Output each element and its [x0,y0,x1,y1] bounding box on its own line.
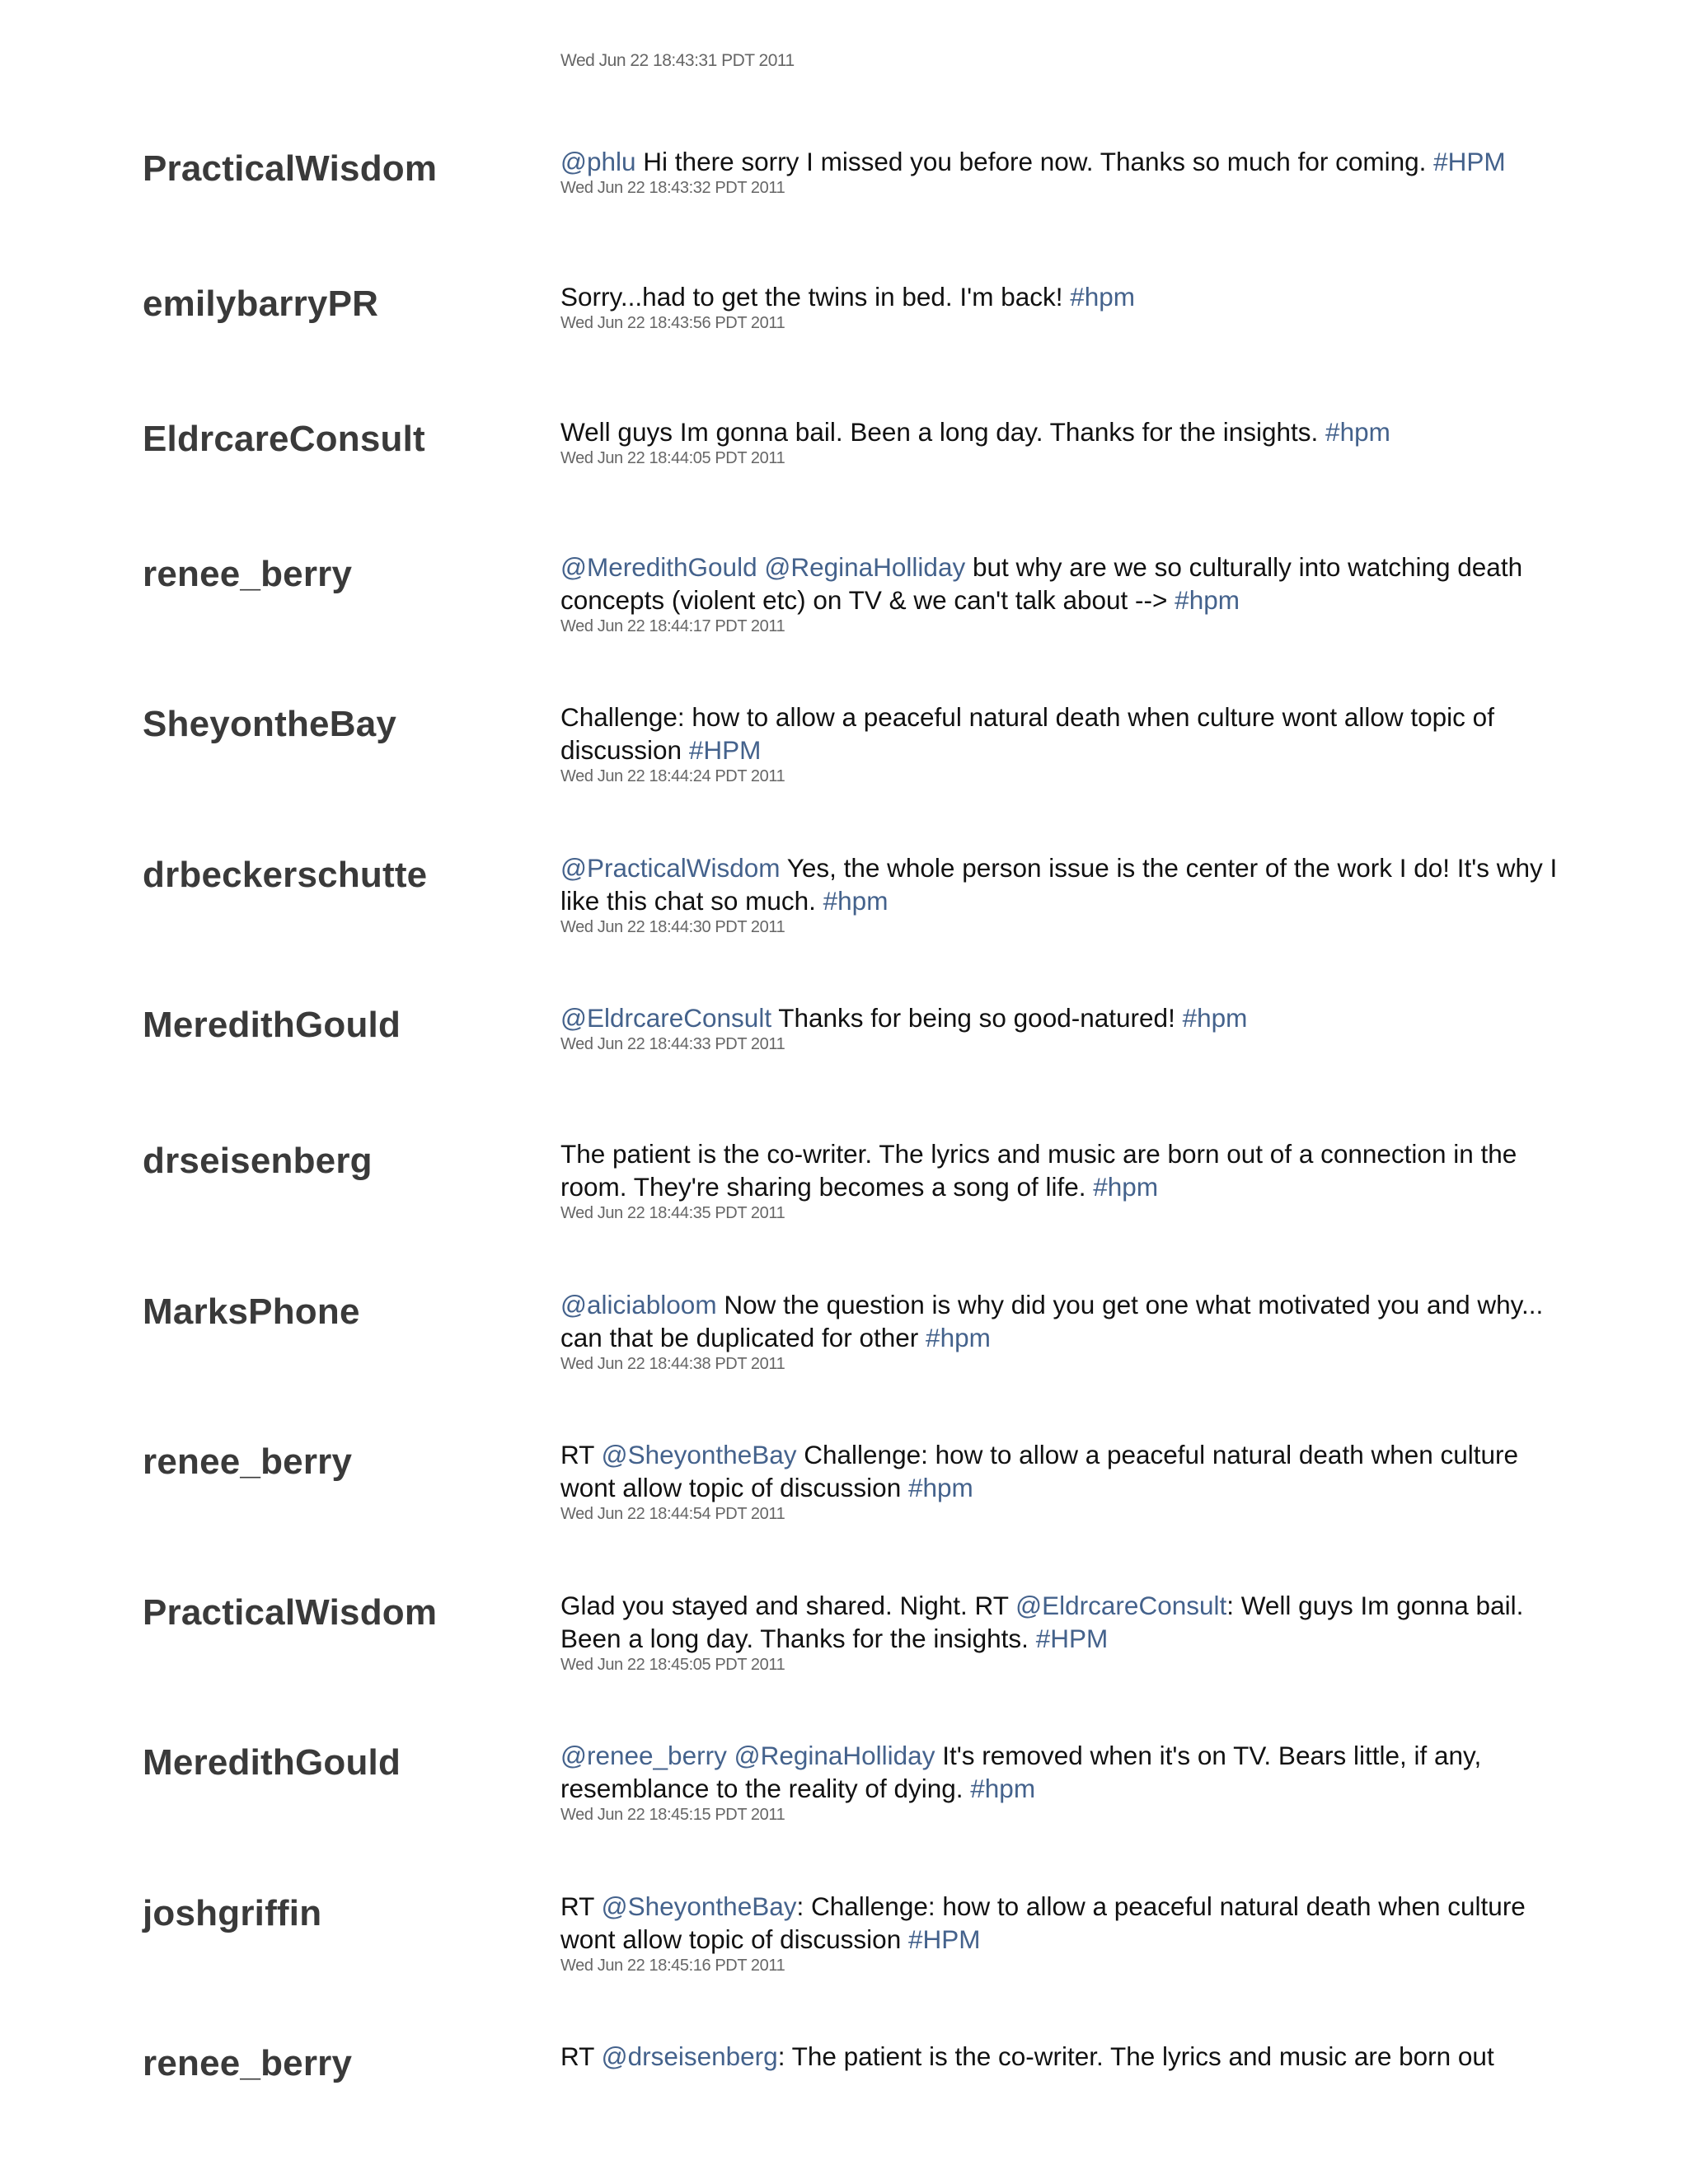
tweet-text-segment: : Challenge: how to allow a peaceful natural death when culture wont allow topic of discussion [560,1891,1526,1954]
tweet-content [560,280,1566,333]
tweet-text [560,1739,1566,1805]
tweet-content [560,1288,1566,1374]
tweet-text [560,1438,1566,1504]
mention-link[interactable]: @aliciabloom [560,1290,717,1319]
tweet-text-segment: It's removed when it's on TV. Bears little, if any, resemblance to the reality of dying. [560,1741,1482,1803]
tweet-timestamp: Wed Jun 22 18:43:32 PDT 2011 [560,179,785,197]
mention-link[interactable]: @ReginaHolliday [764,552,966,582]
hashtag-link[interactable]: #hpm [970,1774,1036,1803]
tweet-timestamp: Wed Jun 22 18:45:05 PDT 2011 [560,1656,785,1674]
tweet-text-segment [727,1741,734,1770]
tweet-content [560,1137,1566,1223]
tweet-text-segment: Yes, the whole person issue is the center of the work I do! It's why I like this chat so much. [560,853,1558,916]
tweet-content [560,415,1566,468]
mention-link[interactable]: @SheyontheBay [601,1440,797,1469]
tweet-text-segment: The patient is the co-writer. The lyrics and music are born out of a connection in the room. They're sharing becomes a song of life. [560,1139,1517,1202]
hashtag-link[interactable]: #HPM [1433,147,1506,176]
cut-off-timestamp [560,51,808,81]
tweet-text-segment: RT [560,1891,602,1921]
tweet-text-segment: Glad you stayed and shared. Night. RT [560,1591,1016,1620]
hashtag-link[interactable]: #hpm [1093,1172,1159,1202]
tweet-timestamp: Wed Jun 22 18:44:38 PDT 2011 [560,1355,785,1373]
tweet-username[interactable]: renee_berry [143,2043,353,2083]
hashtag-link[interactable]: #hpm [1070,282,1136,312]
tweet-text [560,551,1566,616]
tweet-content [560,551,1566,636]
tweet-text-segment: RT [560,1440,602,1469]
tweet-text [560,145,1566,178]
tweet-content [560,1001,1566,1054]
tweet-content [560,701,1566,786]
tweet-timestamp: Wed Jun 22 18:43:56 PDT 2011 [560,314,785,332]
mention-link[interactable]: @ReginaHolliday [734,1741,935,1770]
tweet-username[interactable]: EldrcareConsult [143,419,425,459]
tweet-timestamp: Wed Jun 22 18:44:33 PDT 2011 [560,1035,785,1053]
mention-link[interactable]: @PracticalWisdom [560,853,781,883]
hashtag-link[interactable]: #HPM [688,735,762,765]
tweet-content [560,1739,1566,1825]
tweet-content [560,851,1566,937]
mention-link[interactable]: @SheyontheBay [601,1891,797,1921]
mention-link[interactable]: @MeredithGould [560,552,757,582]
tweet-content [560,1890,1566,1975]
tweet-text [560,1288,1566,1354]
top-timestamp-text: Wed Jun 22 18:43:31 PDT 2011 [560,51,795,70]
tweet-text-segment: Hi there sorry I missed you before now. Thanks so much for coming. [635,147,1434,176]
tweet-text [560,415,1566,448]
hashtag-link[interactable]: #hpm [1175,585,1240,615]
tweet-text [560,280,1566,313]
tweet-timestamp: Wed Jun 22 18:44:17 PDT 2011 [560,617,785,635]
tweet-username[interactable]: drbeckerschutte [143,855,428,895]
tweet-text [560,1589,1566,1655]
tweet-timestamp: Wed Jun 22 18:44:24 PDT 2011 [560,767,785,785]
tweet-username[interactable]: PracticalWisdom [143,1592,438,1633]
tweet-timestamp: Wed Jun 22 18:44:05 PDT 2011 [560,449,785,467]
tweet-text [560,1001,1566,1034]
tweet-username[interactable]: MeredithGould [143,1742,401,1783]
tweet-username[interactable]: MarksPhone [143,1291,360,1332]
tweet-text [560,701,1566,766]
tweet-username[interactable]: drseisenberg [143,1141,373,1181]
hashtag-link[interactable]: #hpm [1325,417,1390,447]
tweet-username[interactable]: PracticalWisdom [143,148,438,189]
hashtag-link[interactable]: #hpm [907,1473,973,1502]
tweet-timestamp: Wed Jun 22 18:44:30 PDT 2011 [560,918,785,936]
tweet-username[interactable]: renee_berry [143,1441,353,1482]
tweet-content [560,145,1566,198]
tweet-text-segment: but why are we so culturally into watching death concepts (violent etc) on TV & we can't talk about --> [560,552,1523,615]
mention-link[interactable]: @EldrcareConsult [560,1003,772,1033]
hashtag-link[interactable]: #hpm [823,886,889,916]
hashtag-link[interactable]: #HPM [907,1924,981,1954]
tweet-text-segment: Sorry...had to get the twins in bed. I'm back! [560,282,1071,312]
tweet-content [560,1438,1566,1524]
tweet-text-segment: Thanks for being so good-natured! [771,1003,1183,1033]
mention-link[interactable]: @phlu [560,147,636,176]
tweet-text-segment: : The patient is the co-writer. The lyrics and music are born out [777,2041,1494,2071]
tweet-username[interactable]: MeredithGould [143,1005,401,1045]
tweet-username[interactable]: joshgriffin [143,1893,322,1933]
hashtag-link[interactable]: #hpm [926,1323,991,1352]
tweet-content [560,1589,1566,1675]
tweet-text [560,2040,1566,2073]
tweet-text [560,851,1566,917]
tweet-text-segment: Well guys Im gonna bail. Been a long day. Thanks for the insights. [560,417,1326,447]
mention-link[interactable]: @drseisenberg [601,2041,778,2071]
tweet-username[interactable]: renee_berry [143,554,353,594]
tweet-text-segment: Now the question is why did you get one what motivated you and why... can that be duplicated for other [560,1290,1544,1352]
tweet-timestamp: Wed Jun 22 18:44:54 PDT 2011 [560,1505,785,1523]
tweet-text-segment: RT [560,2041,602,2071]
tweet-timestamp: Wed Jun 22 18:45:16 PDT 2011 [560,1957,785,1975]
tweet-timestamp: Wed Jun 22 18:44:35 PDT 2011 [560,1204,785,1222]
tweet-text-segment: Challenge: how to allow a peaceful natural death when culture wont allow topic of discussion [560,702,1494,765]
tweet-text-segment: : Well guys Im gonna bail. Been a long day. Thanks for the insights. [560,1591,1524,1653]
hashtag-link[interactable]: #hpm [1182,1003,1248,1033]
tweet-username[interactable]: emilybarryPR [143,284,379,324]
tweet-username[interactable]: SheyontheBay [143,704,397,744]
hashtag-link[interactable]: #HPM [1035,1624,1109,1653]
tweet-content [560,2040,1566,2073]
tweet-timestamp: Wed Jun 22 18:45:15 PDT 2011 [560,1806,785,1824]
mention-link[interactable]: @EldrcareConsult [1015,1591,1227,1620]
mention-link[interactable]: @renee_berry [560,1741,727,1770]
tweet-text-segment: Challenge: how to allow a peaceful natural death when culture wont allow topic of discussion [560,1440,1519,1502]
tweet-text [560,1890,1566,1956]
tweet-text [560,1137,1566,1203]
